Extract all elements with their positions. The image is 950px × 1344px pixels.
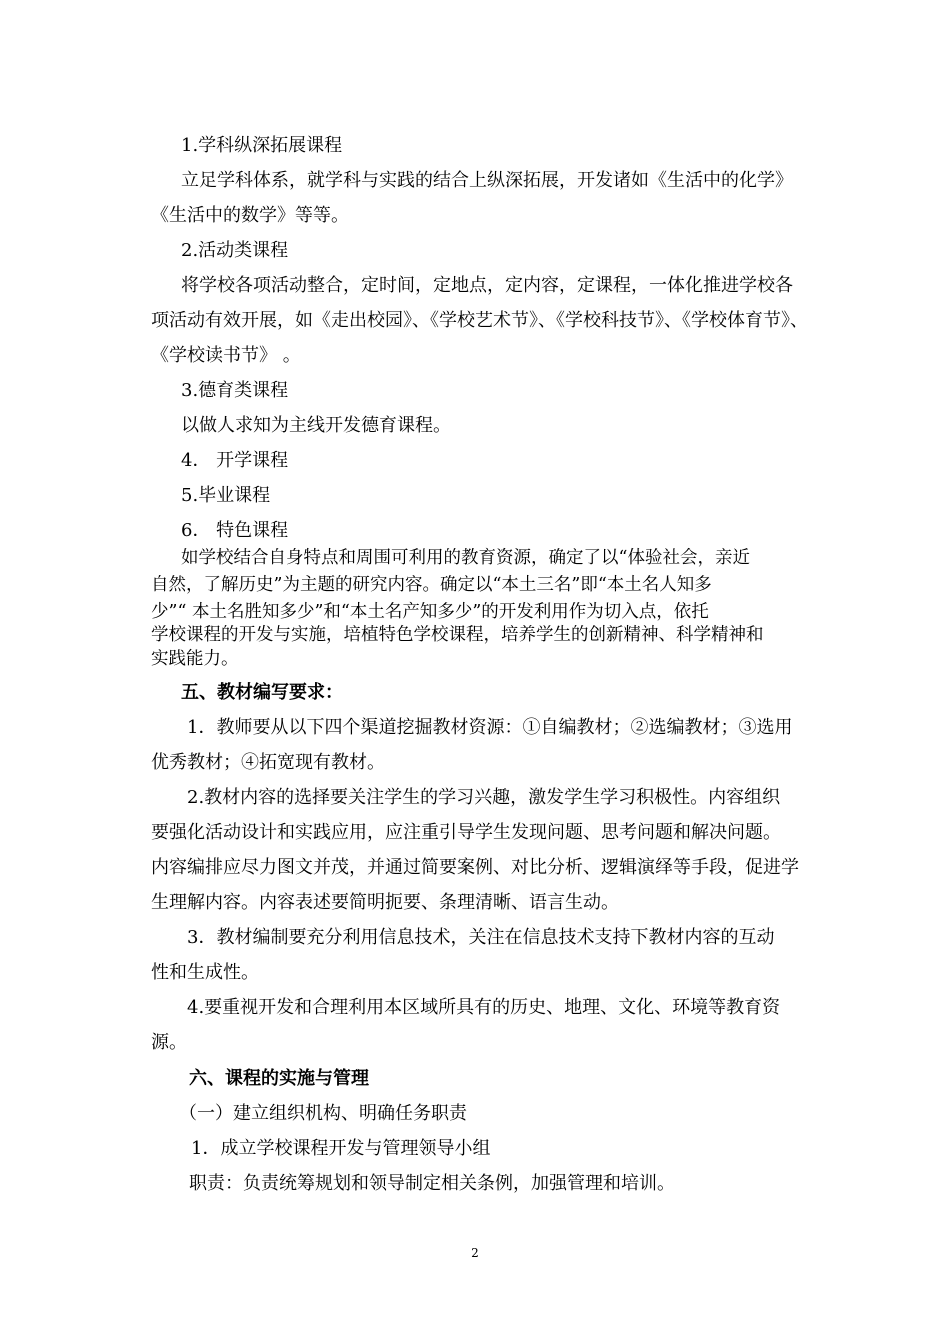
paragraph-line: 内容编排应尽力图文并茂，并通过简要案例、对比分析、逻辑演绎等手段，促进学 bbox=[151, 857, 799, 878]
heading-subject-extension: 1.学科纵深拓展课程 bbox=[181, 135, 343, 156]
heading-feature-course: 6． 特色课程 bbox=[181, 520, 289, 541]
page-number: 2 bbox=[471, 1246, 479, 1260]
paragraph-line: 职责：负责统筹规划和领导制定相关条例，加强管理和培训。 bbox=[189, 1173, 675, 1194]
paragraph-line: 3．教材编制要充分利用信息技术，关注在信息技术支持下教材内容的互动 bbox=[187, 927, 775, 948]
paragraph-line: 自然，了解历史”为主题的研究内容。确定以“本土三名”即“本土名人知多 bbox=[151, 575, 712, 595]
heading-activity-course: 2.活动类课程 bbox=[181, 240, 289, 261]
paragraph-line: 将学校各项活动整合，定时间，定地点，定内容，定课程，一体化推进学校各 bbox=[181, 275, 793, 296]
paragraph-line: 要强化活动设计和实践应用，应注重引导学生发现问题、思考问题和解决问题。 bbox=[151, 822, 781, 843]
paragraph-line: 1．教师要从以下四个渠道挖掘教材资源：①自编教材；②选编教材；③选用 bbox=[187, 717, 793, 738]
paragraph-line: 如学校结合自身特点和周围可利用的教育资源，确定了以“体验社会，亲近 bbox=[181, 548, 750, 568]
item-heading: 1．成立学校课程开发与管理领导小组 bbox=[191, 1138, 491, 1159]
paragraph-line: 立足学科体系，就学科与实践的结合上纵深拓展，开发诸如《生活中的化学》 bbox=[181, 170, 793, 191]
paragraph-line: 学校课程的开发与实施，培植特色学校课程，培养学生的创新精神、科学精神和 bbox=[151, 625, 764, 645]
heading-opening-course: 4． 开学课程 bbox=[181, 450, 289, 471]
heading-moral-course: 3.德育类课程 bbox=[181, 380, 289, 401]
paragraph-line: 优秀教材；④拓宽现有教材。 bbox=[151, 752, 385, 773]
paragraph-line: 实践能力。 bbox=[151, 649, 239, 669]
paragraph-line: 生理解内容。内容表述要简明扼要、条理清晰、语言生动。 bbox=[151, 892, 619, 913]
paragraph-line: 源。 bbox=[151, 1032, 187, 1053]
paragraph-line: 4.要重视开发和合理利用本区域所具有的历史、地理、文化、环境等教育资 bbox=[187, 997, 781, 1018]
heading-graduation-course: 5.毕业课程 bbox=[181, 485, 271, 506]
section-heading-6: 六、课程的实施与管理 bbox=[189, 1068, 369, 1089]
section-heading-5: 五、教材编写要求： bbox=[181, 682, 343, 703]
subsection-heading: （一）建立组织机构、明确任务职责 bbox=[179, 1103, 467, 1124]
paragraph-line: 《学校读书节》 。 bbox=[151, 345, 301, 366]
paragraph-line: 以做人求知为主线开发德育课程。 bbox=[181, 415, 451, 436]
paragraph-line: 项活动有效开展，如《走出校园》、《学校艺术节》、《学校科技节》、《学校体育节》、 bbox=[151, 310, 808, 331]
paragraph-line: 《生活中的数学》等等。 bbox=[151, 205, 349, 226]
paragraph-line: 性和生成性。 bbox=[151, 962, 259, 983]
paragraph-line: 少”“ 本土名胜知多少”和“本土名产知多少”的开发利用作为切入点，依托 bbox=[151, 602, 709, 622]
paragraph-line: 2.教材内容的选择要关注学生的学习兴趣，激发学生学习积极性。内容组织 bbox=[187, 787, 781, 808]
